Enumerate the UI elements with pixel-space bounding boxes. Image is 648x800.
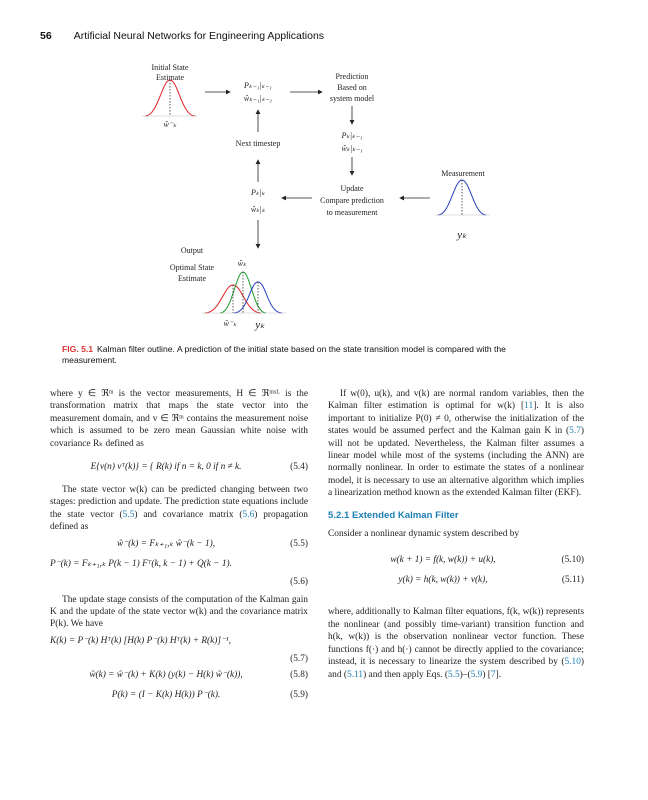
update-label-3: to measurement <box>326 208 378 217</box>
equation-5-5 <box>50 538 308 554</box>
measurement-y-label: yₖ <box>457 229 467 241</box>
initial-state-label: Initial State <box>151 63 189 72</box>
equation-5-10-body: w(k + 1) = f(k, w(k)) + u(k), <box>390 555 496 566</box>
equation-5-6-number: (5.6) <box>290 576 308 587</box>
p-pred-label: Pₖ|ₖ₋₁ <box>341 131 363 140</box>
equation-5-6 <box>50 558 308 572</box>
ref-11[interactable]: 11 <box>524 401 534 412</box>
prediction-label-3: system model <box>329 94 375 103</box>
book-title: Artificial Neural Networks for Engineering Applications <box>73 30 325 42</box>
kalman-filter-diagram <box>130 60 550 340</box>
equation-5-6-number-row <box>50 576 308 588</box>
next-timestep-label: Next timestep <box>235 139 281 148</box>
prediction-label-2: Based on <box>337 83 367 92</box>
paragraph-optimality: If w(0), u(k), and v(k) are normal random variables, then the Kalman filter estimation is optimal for w(k) [11]. It is also important to initialize P(0) ≠ 0, otherwise the initialization of the states would be assumed perfect and the Kalman gain K in (5.7) will not be updated. Nevertheless, the Kalman filter assumes a linear model while most of the systems (including the ANN) are normally nonlinear. In order to estimate the states of a nonlinear model, it is necessary to use an alternative algorithm which implies a linearization method known as the extended Kalman filter (EKF). <box>328 389 584 499</box>
equation-5-5-number: (5.5) <box>290 538 308 549</box>
section-heading-ekf: 5.2.1 Extended Kalman Filter <box>328 509 459 521</box>
output-w-bottom-label: ŵ⁻ₖ <box>223 319 237 328</box>
page-number: 56 <box>40 30 52 42</box>
ref-eq-5-7[interactable]: 5.7 <box>569 426 581 437</box>
equation-5-9-number: (5.9) <box>290 689 308 700</box>
equation-5-8-body: ŵ(k) = ŵ⁻(k) + K(k) (y(k) − H(k) ŵ⁻(k)), <box>89 669 243 680</box>
equation-5-7-number: (5.7) <box>290 653 308 664</box>
equation-5-7-number-row <box>50 653 308 665</box>
output-label-2: Optimal State <box>169 263 215 272</box>
figure-number: FIG. 5.1 <box>62 344 94 354</box>
equation-5-11-body: y(k) = h(k, w(k)) + v(k), <box>398 575 488 586</box>
right-column <box>328 388 584 681</box>
equation-5-8-number: (5.8) <box>290 669 308 680</box>
equation-5-9-body: P(k) = (I − K(k) H(k)) P⁻(k). <box>111 689 221 700</box>
output-w-hat-label: ŵₖ <box>237 259 247 268</box>
equation-5-7 <box>50 635 308 649</box>
equation-5-11-number: (5.11) <box>561 575 584 586</box>
equation-5-8 <box>50 669 308 685</box>
p-prior-label: Pₖ₋₁|ₖ₋₁ <box>244 81 272 90</box>
initial-w-label: ŵ⁻ₖ <box>163 120 177 129</box>
output-y-bottom-label: yₖ <box>255 319 265 331</box>
left-column <box>50 388 308 709</box>
output-label: Output <box>180 246 204 255</box>
paragraph-update-stage: The update stage consists of the computation of the Kalman gain K and the update of the state vector w(k) and the covariance matrix P(k). We have <box>50 594 308 630</box>
prediction-label: Prediction <box>335 72 369 81</box>
paragraph-measurement-noise: where y ∈ ℜᵐ is the vector measurements, H ∈ ℜᵐˣᴸ is the transformation matrix that maps the state vector into the measurement domain, and v ∈ ℜᵐ contains the measurement noise which is assumed to be zero mean Gaussian white noise with covariance Rₖ defined as <box>50 389 308 449</box>
w-post-label: ŵₖ|ₖ <box>250 205 266 214</box>
output-label-3: Estimate <box>178 274 206 283</box>
equation-5-9 <box>50 689 308 705</box>
ref-eq-5-10[interactable]: 5.10 <box>564 657 581 668</box>
ref-eq-5-9-range[interactable]: 5.9 <box>470 669 483 680</box>
equation-5-7-body: K(k) = P⁻(k) Hᵀ(k) [H(k) P⁻(k) Hᵀ(k) + R(k)]⁻¹, <box>50 635 231 646</box>
equation-5-4 <box>50 454 308 480</box>
w-prior-label: ŵₖ₋₁|ₖ₋₁ <box>243 94 273 103</box>
equation-5-10-number: (5.10) <box>561 555 584 566</box>
equation-5-4-number: (5.4) <box>290 462 308 473</box>
initial-state-label-2: Estimate <box>156 73 184 82</box>
equation-5-5-body: ŵ⁻(k) = Fₖ₊₁,ₖ ŵ⁻(k − 1), <box>116 538 216 549</box>
equation-5-10 <box>328 554 584 570</box>
ref-eq-5-6[interactable]: 5.6 <box>242 509 255 520</box>
figure-caption <box>62 344 562 366</box>
equation-5-4-body: E{v(n) vᵀ(k)} = { R(k) if n = k, 0 if n ≠ k. <box>90 462 242 473</box>
caption-text: Kalman filter outline. A prediction of the initial state based on the state transition model is compared with the measurement. <box>62 344 506 365</box>
ref-eq-5-11[interactable]: 5.11 <box>347 669 364 680</box>
measurement-gaussian <box>438 180 486 215</box>
measurement-label: Measurement <box>441 169 485 178</box>
paragraph-linearization: where, additionally to Kalman filter equations, f(k, w(k)) represents the nonlinear (and possibly time-variant) transition function and h(k, w(k)) is the observation nonlinear vector function. These functions f(·) and h(·) cannot be directly applied to the covariance; instead, it is necessary to linearize the system described by (5.10) and (5.11) and then apply Eqs. (5.5)–(5.9) [7]. <box>328 607 584 680</box>
paragraph-nonlinear-system: Consider a nonlinear dynamic system described by <box>328 529 520 540</box>
ref-7[interactable]: 7 <box>490 669 496 680</box>
running-header <box>40 30 324 42</box>
equation-5-11 <box>328 574 584 590</box>
update-label-2: Compare prediction <box>320 196 384 205</box>
w-pred-label: ŵₖ|ₖ₋₁ <box>341 144 363 153</box>
update-label: Update <box>340 184 364 193</box>
ref-eq-5-5[interactable]: 5.5 <box>122 509 135 520</box>
paragraph-prediction: The state vector w(k) can be predicted changing between two stages: prediction and update. The prediction state equations include the state vector (5.5) and covariance matrix (5.6) propagation defined as <box>50 485 308 533</box>
equation-5-6-body: P⁻(k) = Fₖ₊₁,ₖ P(k − 1) Fᵀ(k, k − 1) + Q(k − 1). <box>50 558 232 569</box>
p-post-label: Pₖ|ₖ <box>251 188 265 197</box>
ref-eq-5-5-range[interactable]: 5.5 <box>447 669 460 680</box>
